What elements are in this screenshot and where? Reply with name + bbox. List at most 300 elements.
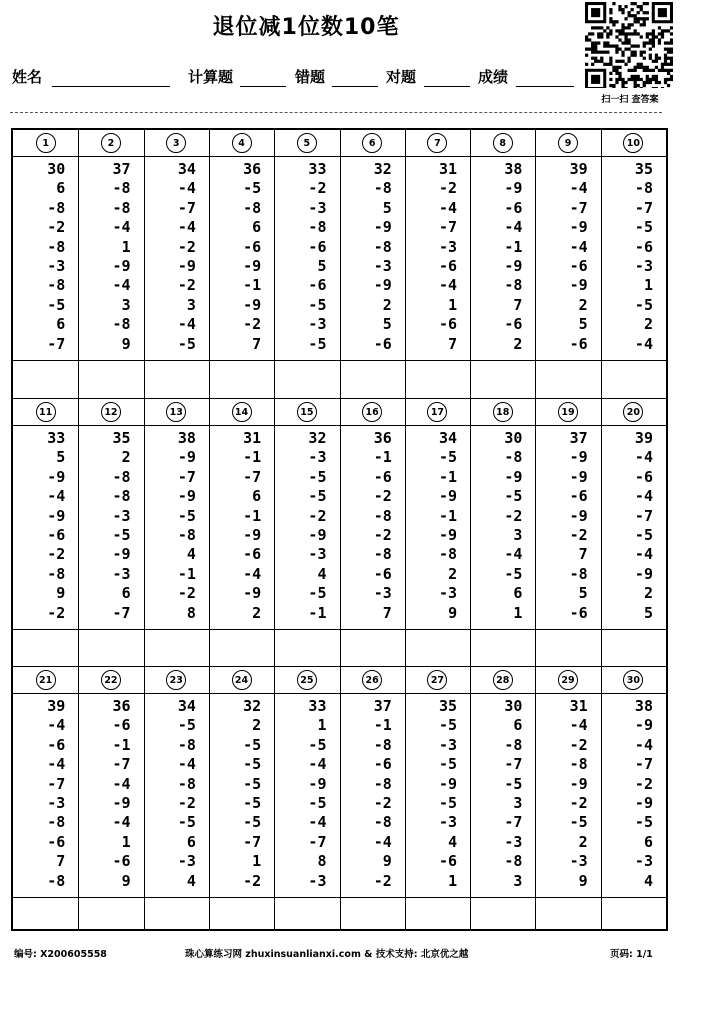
term: -4	[177, 179, 196, 198]
term: 34	[177, 160, 196, 178]
term: -3	[47, 256, 66, 275]
problem-number	[470, 399, 535, 425]
footer-page: 页码: 1/1	[610, 949, 653, 960]
answer-cell[interactable]	[535, 362, 600, 396]
term: -3	[504, 832, 523, 851]
problem-terms	[13, 160, 78, 354]
term: 1	[513, 603, 523, 622]
term: -6	[569, 487, 588, 506]
count-blank[interactable]	[240, 86, 286, 87]
term: 3	[513, 793, 523, 812]
problem-terms	[78, 697, 143, 891]
problem-terms	[470, 160, 535, 354]
term: -2	[177, 276, 196, 295]
term: -1	[439, 506, 458, 525]
term: 32	[373, 160, 392, 178]
term: -8	[47, 237, 66, 256]
name-blank[interactable]	[52, 86, 170, 87]
term: -8	[177, 525, 196, 544]
problem-number	[470, 667, 535, 693]
term: -8	[47, 276, 66, 295]
problem-number	[274, 399, 339, 425]
term: -6	[308, 237, 327, 256]
right-blank[interactable]	[424, 86, 470, 87]
problem-number	[274, 130, 339, 156]
answer-cell[interactable]	[13, 362, 78, 396]
answer-cell[interactable]	[78, 631, 143, 665]
term: 6	[643, 832, 653, 851]
answer-cell[interactable]	[144, 631, 209, 665]
term: -4	[112, 813, 131, 832]
problem-number	[78, 399, 143, 425]
term: 5	[56, 448, 66, 467]
answer-cell[interactable]	[601, 362, 666, 396]
problem-number	[601, 399, 666, 425]
term: 7	[513, 295, 523, 314]
term: -3	[112, 506, 131, 525]
term: -9	[634, 716, 653, 735]
term: 31	[243, 429, 262, 447]
term: -4	[373, 832, 392, 851]
term: -3	[439, 237, 458, 256]
problem-number-circle: 22	[101, 670, 121, 690]
term: 33	[308, 697, 327, 715]
term: -4	[634, 735, 653, 754]
term: 36	[112, 697, 131, 715]
answer-cell[interactable]	[405, 899, 470, 933]
footer-site: 珠心算练习网 zhuxinsuanlianxi.com & 技术支持: 北京优之越	[185, 949, 469, 960]
problem-number	[535, 130, 600, 156]
term: -5	[504, 774, 523, 793]
term: -6	[504, 315, 523, 334]
term: -3	[308, 448, 327, 467]
term: -7	[47, 774, 66, 793]
term: 5	[382, 315, 392, 334]
term: -5	[308, 487, 327, 506]
problem-number-circle: 3	[166, 133, 186, 153]
term: 39	[47, 697, 66, 715]
problem-terms	[13, 697, 78, 891]
term: -1	[373, 448, 392, 467]
answer-cell[interactable]	[340, 899, 405, 933]
term: -5	[177, 813, 196, 832]
answer-cell[interactable]	[209, 362, 274, 396]
term: -7	[634, 755, 653, 774]
term: -5	[177, 334, 196, 353]
term: -5	[243, 793, 262, 812]
score-blank[interactable]	[516, 86, 574, 87]
score-label: 成绩	[478, 68, 509, 86]
term: -9	[569, 774, 588, 793]
term: -9	[112, 793, 131, 812]
term: -3	[439, 735, 458, 754]
answer-cell[interactable]	[470, 899, 535, 933]
term: 2	[643, 315, 653, 334]
answer-cell[interactable]	[209, 631, 274, 665]
wrong-blank[interactable]	[332, 86, 378, 87]
problem-number	[144, 667, 209, 693]
term: -5	[634, 525, 653, 544]
term: -7	[112, 755, 131, 774]
term: 7	[56, 852, 66, 871]
term: -9	[112, 545, 131, 564]
term: 3	[121, 295, 131, 314]
term: -9	[634, 793, 653, 812]
term: 1	[643, 276, 653, 295]
problem-number-circle: 10	[623, 133, 643, 153]
answer-cell[interactable]	[405, 631, 470, 665]
term: 1	[121, 832, 131, 851]
term: -1	[177, 564, 196, 583]
student-info-row	[12, 66, 582, 92]
answer-row-divider	[13, 360, 666, 361]
term: -8	[47, 564, 66, 583]
term: -5	[243, 813, 262, 832]
problem-number-circle: 17	[427, 402, 447, 422]
term: -5	[634, 295, 653, 314]
term: -4	[504, 545, 523, 564]
problem-grid	[11, 128, 668, 931]
problem-number-circle: 2	[101, 133, 121, 153]
term: 34	[439, 429, 458, 447]
problem-number-circle: 18	[493, 402, 513, 422]
qr-caption: 扫一扫 查答案	[601, 95, 659, 105]
problem-number	[209, 399, 274, 425]
term: 32	[243, 697, 262, 715]
term: -5	[439, 448, 458, 467]
term: -9	[569, 276, 588, 295]
problem-number-circle: 6	[362, 133, 382, 153]
problem-number	[13, 399, 78, 425]
term: -4	[47, 716, 66, 735]
term: -1	[243, 448, 262, 467]
answer-cell[interactable]	[274, 899, 339, 933]
term: -8	[177, 774, 196, 793]
answer-row-divider	[13, 629, 666, 630]
term: -9	[177, 487, 196, 506]
answer-cell[interactable]	[535, 899, 600, 933]
term: -8	[47, 813, 66, 832]
term: -4	[177, 755, 196, 774]
answer-cell[interactable]	[470, 631, 535, 665]
term: -1	[243, 506, 262, 525]
term: -2	[243, 871, 262, 890]
problem-number-circle: 23	[166, 670, 186, 690]
problem-number-circle: 25	[297, 670, 317, 690]
term: -5	[243, 179, 262, 198]
term: -3	[634, 852, 653, 871]
term: 2	[513, 334, 523, 353]
term: -3	[308, 198, 327, 217]
term: -6	[569, 256, 588, 275]
term: -9	[439, 487, 458, 506]
answer-cell[interactable]	[340, 362, 405, 396]
term: 2	[578, 832, 588, 851]
term: -4	[112, 276, 131, 295]
term: -9	[47, 506, 66, 525]
term: -2	[177, 584, 196, 603]
answer-cell[interactable]	[209, 899, 274, 933]
term: -6	[47, 735, 66, 754]
term: -1	[243, 276, 262, 295]
term: -9	[112, 256, 131, 275]
term: 5	[578, 584, 588, 603]
term: -5	[177, 506, 196, 525]
term: -7	[569, 198, 588, 217]
term: -6	[112, 852, 131, 871]
answer-cell[interactable]	[601, 899, 666, 933]
term: -8	[177, 735, 196, 754]
wrong-label: 错题	[295, 68, 326, 86]
problem-number	[405, 667, 470, 693]
problem-terms	[13, 429, 78, 623]
term: -9	[308, 525, 327, 544]
term: -6	[373, 467, 392, 486]
term: 5	[578, 315, 588, 334]
term: 1	[252, 852, 262, 871]
term: -2	[373, 487, 392, 506]
term: -4	[569, 237, 588, 256]
term: -5	[177, 716, 196, 735]
term: 3	[513, 871, 523, 890]
term: 4	[186, 545, 196, 564]
term: -9	[504, 179, 523, 198]
term: -6	[47, 525, 66, 544]
problem-number	[78, 130, 143, 156]
problem-number	[601, 667, 666, 693]
term: -8	[47, 198, 66, 217]
term: -6	[634, 467, 653, 486]
term: 5	[382, 198, 392, 217]
term: -3	[373, 256, 392, 275]
term: -5	[569, 813, 588, 832]
problem-terms	[535, 160, 600, 354]
term: 36	[373, 429, 392, 447]
answer-row-divider	[13, 897, 666, 898]
term: -2	[569, 793, 588, 812]
problem-terms	[601, 429, 666, 623]
answer-cell[interactable]	[144, 899, 209, 933]
term: 4	[643, 871, 653, 890]
term: 32	[308, 429, 327, 447]
problem-number	[274, 667, 339, 693]
answer-cell[interactable]	[405, 362, 470, 396]
answer-cell[interactable]	[274, 362, 339, 396]
name-label: 姓名	[12, 68, 43, 86]
term: -1	[504, 237, 523, 256]
term: -3	[373, 584, 392, 603]
problem-terms	[470, 429, 535, 623]
problem-number-circle: 21	[36, 670, 56, 690]
term: -8	[373, 179, 392, 198]
term: 39	[634, 429, 653, 447]
answer-cell[interactable]	[13, 899, 78, 933]
problem-number	[144, 130, 209, 156]
term: -9	[439, 774, 458, 793]
term: -7	[47, 334, 66, 353]
term: 3	[513, 525, 523, 544]
answer-cell[interactable]	[13, 631, 78, 665]
problem-number	[405, 399, 470, 425]
term: -2	[47, 603, 66, 622]
term: 6	[513, 716, 523, 735]
term: 6	[186, 832, 196, 851]
term: 4	[317, 564, 327, 583]
term: -6	[634, 237, 653, 256]
term: -5	[504, 487, 523, 506]
term: -5	[504, 564, 523, 583]
term: -7	[243, 467, 262, 486]
problem-terms	[601, 160, 666, 354]
problem-number	[340, 399, 405, 425]
term: -9	[634, 564, 653, 583]
term: 8	[186, 603, 196, 622]
term: 9	[121, 871, 131, 890]
term: 1	[448, 871, 458, 890]
term: 30	[504, 697, 523, 715]
term: -4	[569, 716, 588, 735]
term: -8	[373, 813, 392, 832]
answer-cell[interactable]	[470, 362, 535, 396]
problem-number	[340, 130, 405, 156]
qr-code-icon	[585, 2, 673, 88]
term: 31	[439, 160, 458, 178]
term: -8	[504, 276, 523, 295]
term: -4	[504, 218, 523, 237]
term: 38	[634, 697, 653, 715]
problem-number	[78, 667, 143, 693]
problem-number-circle: 30	[623, 670, 643, 690]
page-title: 退位减1位数10笔	[212, 15, 400, 40]
answer-cell[interactable]	[144, 362, 209, 396]
term: -3	[47, 793, 66, 812]
term: -2	[47, 218, 66, 237]
right-label: 对题	[386, 68, 417, 86]
problem-number-circle: 19	[558, 402, 578, 422]
term: -7	[177, 467, 196, 486]
count-label: 计算题	[188, 68, 234, 86]
term: -3	[308, 871, 327, 890]
term: -4	[308, 813, 327, 832]
term: 35	[634, 160, 653, 178]
problem-terms	[340, 697, 405, 891]
term: -8	[439, 545, 458, 564]
term: 6	[513, 584, 523, 603]
term: -5	[634, 218, 653, 237]
term: -7	[243, 832, 262, 851]
term: -8	[112, 179, 131, 198]
answer-cell[interactable]	[601, 631, 666, 665]
term: -2	[308, 506, 327, 525]
term: -6	[373, 755, 392, 774]
term: -4	[243, 564, 262, 583]
problem-terms	[340, 429, 405, 623]
term: -7	[177, 198, 196, 217]
problem-number-circle: 27	[427, 670, 447, 690]
term: -6	[504, 198, 523, 217]
term: -8	[112, 315, 131, 334]
term: -2	[47, 545, 66, 564]
problem-number-circle: 20	[623, 402, 643, 422]
term: -6	[112, 716, 131, 735]
term: -8	[504, 735, 523, 754]
term: 35	[112, 429, 131, 447]
problem-number	[535, 667, 600, 693]
term: 8	[317, 852, 327, 871]
term: -1	[373, 716, 392, 735]
term: -8	[243, 198, 262, 217]
term: -8	[504, 448, 523, 467]
term: -4	[439, 198, 458, 217]
term: 7	[382, 603, 392, 622]
problem-number-circle: 1	[36, 133, 56, 153]
problem-terms	[274, 697, 339, 891]
answer-cell[interactable]	[274, 631, 339, 665]
problem-terms	[78, 429, 143, 623]
term: -8	[112, 487, 131, 506]
term: -8	[634, 179, 653, 198]
term: 5	[317, 256, 327, 275]
term: -5	[439, 716, 458, 735]
answer-cell[interactable]	[78, 362, 143, 396]
problem-number-circle: 4	[232, 133, 252, 153]
term: -8	[112, 198, 131, 217]
term: 6	[56, 179, 66, 198]
term: -8	[373, 506, 392, 525]
problem-terms	[601, 697, 666, 891]
problem-terms	[405, 697, 470, 891]
answer-cell[interactable]	[340, 631, 405, 665]
term: -2	[373, 793, 392, 812]
term: 1	[121, 237, 131, 256]
term: -6	[439, 256, 458, 275]
term: -4	[47, 487, 66, 506]
problem-terms	[405, 160, 470, 354]
term: 2	[578, 295, 588, 314]
term: 2	[448, 564, 458, 583]
term: -9	[308, 774, 327, 793]
answer-cell[interactable]	[535, 631, 600, 665]
term: 7	[448, 334, 458, 353]
problem-number-circle: 9	[558, 133, 578, 153]
problem-number	[405, 130, 470, 156]
problem-number-circle: 14	[232, 402, 252, 422]
term: -8	[373, 735, 392, 754]
term: -2	[243, 315, 262, 334]
term: 6	[252, 487, 262, 506]
problem-terms	[535, 429, 600, 623]
term: 9	[448, 603, 458, 622]
problem-terms	[405, 429, 470, 623]
term: -8	[373, 545, 392, 564]
term: -2	[308, 179, 327, 198]
problem-number	[340, 667, 405, 693]
term: -3	[569, 852, 588, 871]
answer-cell[interactable]	[78, 899, 143, 933]
problem-number	[13, 667, 78, 693]
term: -5	[308, 467, 327, 486]
term: -6	[569, 603, 588, 622]
problem-number-circle: 12	[101, 402, 121, 422]
term: -6	[47, 832, 66, 851]
term: -3	[112, 564, 131, 583]
term: -9	[243, 584, 262, 603]
term: -8	[504, 852, 523, 871]
problem-number-circle: 5	[297, 133, 317, 153]
term: -3	[634, 256, 653, 275]
problem-number-circle: 28	[493, 670, 513, 690]
term: -5	[243, 774, 262, 793]
